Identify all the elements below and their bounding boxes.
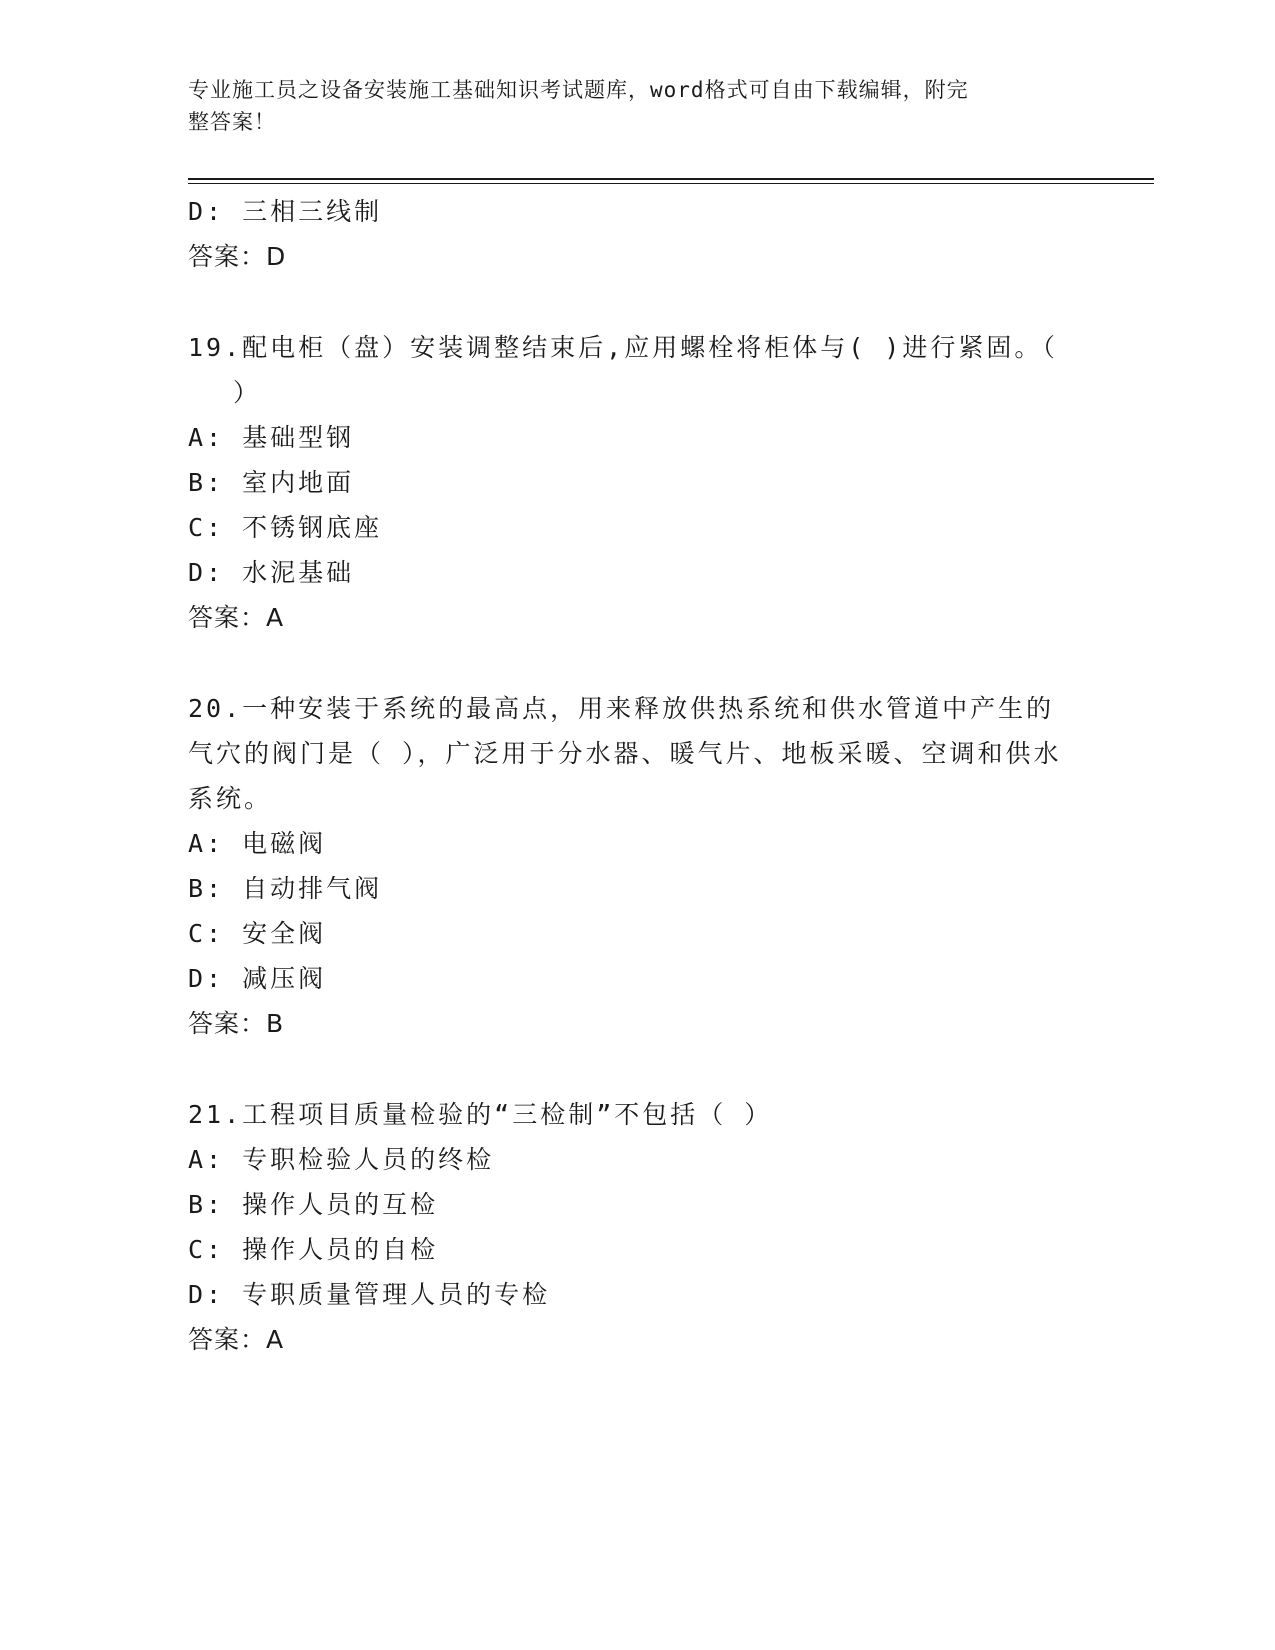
question-text: 20.一种安装于系统的最高点，用来释放供热系统和供水管道中产生的气穴的阀门是（ ），广泛用于分水器、暖气片、地板采暖、空调和供水系统。 <box>188 694 1062 813</box>
option-c: C: 操作人员的自检 <box>188 1235 439 1264</box>
option-a: A: 专职检验人员的终检 <box>188 1145 495 1174</box>
option-a: A: 基础型钢 <box>188 423 355 452</box>
question-text: 19.配电柜（盘）安装调整结束后,应用螺栓将柜体与( )进行紧固。（ <box>188 333 1058 362</box>
option-d: D: 水泥基础 <box>188 558 355 587</box>
option-b: B: 操作人员的互检 <box>188 1190 439 1219</box>
answer: 答案：A <box>188 603 285 632</box>
question-21 <box>188 1092 1088 1363</box>
option-c: C: 安全阀 <box>188 919 327 948</box>
header-rule-thin <box>188 183 1154 184</box>
option-d: D: 专职质量管理人员的专检 <box>188 1280 551 1309</box>
option-a: A: 电磁阀 <box>188 829 327 858</box>
option-d: D: 减压阀 <box>188 964 327 993</box>
question-text: 21.工程项目质量检验的“三检制”不包括（ ） <box>188 1100 773 1129</box>
prev-option-d: D: 三相三线制 <box>188 197 383 226</box>
header-line-1: 专业施工员之设备安装施工基础知识考试题库，word格式可自由下载编辑，附完 <box>188 78 969 102</box>
answer: 答案：B <box>188 1009 285 1038</box>
question-list <box>188 189 1088 1363</box>
question-20 <box>188 686 1088 1047</box>
option-b: B: 自动排气阀 <box>188 874 383 903</box>
question-19 <box>188 325 1088 641</box>
header-line-2: 整答案！ <box>188 110 276 134</box>
header-rule-thick <box>188 178 1154 180</box>
option-b: B: 室内地面 <box>188 468 355 497</box>
spacer <box>188 280 1088 325</box>
spacer <box>188 1047 1088 1092</box>
question-text-cont: ） <box>233 378 262 407</box>
document-header <box>188 74 1068 138</box>
prev-answer: 答案：D <box>188 242 287 271</box>
spacer <box>188 641 1088 686</box>
option-c: C: 不锈钢底座 <box>188 513 383 542</box>
answer: 答案：A <box>188 1325 285 1354</box>
